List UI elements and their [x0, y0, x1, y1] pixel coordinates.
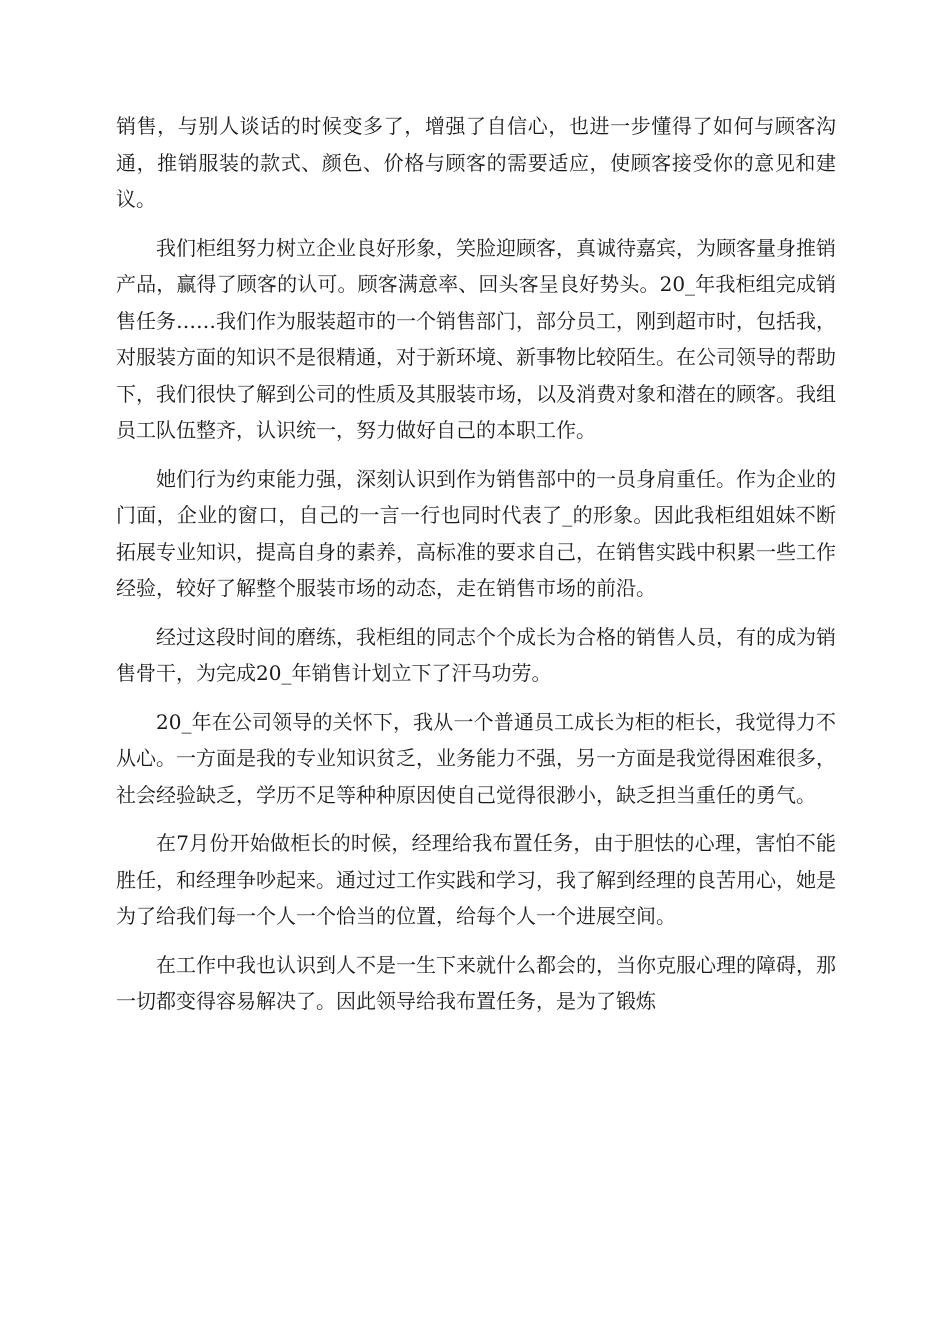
paragraph-1: 销售，与别人谈话的时候变多了，增强了自信心，也进一步懂得了如何与顾客沟通，推销服装的款式、颜色、价格与顾客的需要适应，使顾客接受你的意见和建议。	[116, 114, 836, 211]
paragraph-5: 20_年在公司领导的关怀下，我从一个普通员工成长为柜的柜长，我觉得力不从心。一方面是我的专业知识贫乏，业务能力不强，另一方面是我觉得困难很多，社会经验缺乏，学历不足等种种原因使自己觉得很渺小，缺乏担当重任的勇气。	[116, 709, 836, 807]
paragraph-3: 她们行为约束能力强，深刻认识到作为销售部中的一员身肩重任。作为企业的门面，企业的窗口，自己的一言一行也同时代表了_的形象。因此我柜组姐妹不断拓展专业知识，提高自身的素养，高标准的要求自己，在销售实践中积累一些工作经验，较好了解整个服装市场的动态，走在销售市场的前沿。	[116, 466, 836, 600]
paragraph-4: 经过这段时间的磨练，我柜组的同志个个成长为合格的销售人员，有的成为销售骨干，为完成20_年销售计划立下了汗马功劳。	[116, 624, 836, 685]
document-body	[116, 108, 836, 1032]
paragraph-7: 在工作中我也认识到人不是一生下来就什么都会的，当你克服心理的障碍，那一切都变得容易解决了。因此领导给我布置任务，是为了锻炼	[116, 952, 836, 1013]
paragraph-2: 我们柜组努力树立企业良好形象，笑脸迎顾客，真诚待嘉宾，为顾客量身推销产品，赢得了顾客的认可。顾客满意率、回头客呈良好势头。20_年我柜组完成销售任务……我们作为服装超市的一个销售部门，部分员工，刚到超市时，包括我，对服装方面的知识不是很精通，对于新环境、新事物比较陌生。在公司领导的帮助下，我们很快了解到公司的性质及其服装市场，以及消费对象和潜在的顾客。我组员工队伍整齐，认识统一，努力做好自己的本职工作。	[116, 235, 836, 442]
paragraph-6: 在7月份开始做柜长的时候，经理给我布置任务，由于胆怯的心理，害怕不能胜任，和经理争吵起来。通过过工作实践和学习，我了解到经理的良苦用心，她是为了给我们每一个人一个恰当的位置，给每个人一个进展空间。	[116, 831, 836, 928]
